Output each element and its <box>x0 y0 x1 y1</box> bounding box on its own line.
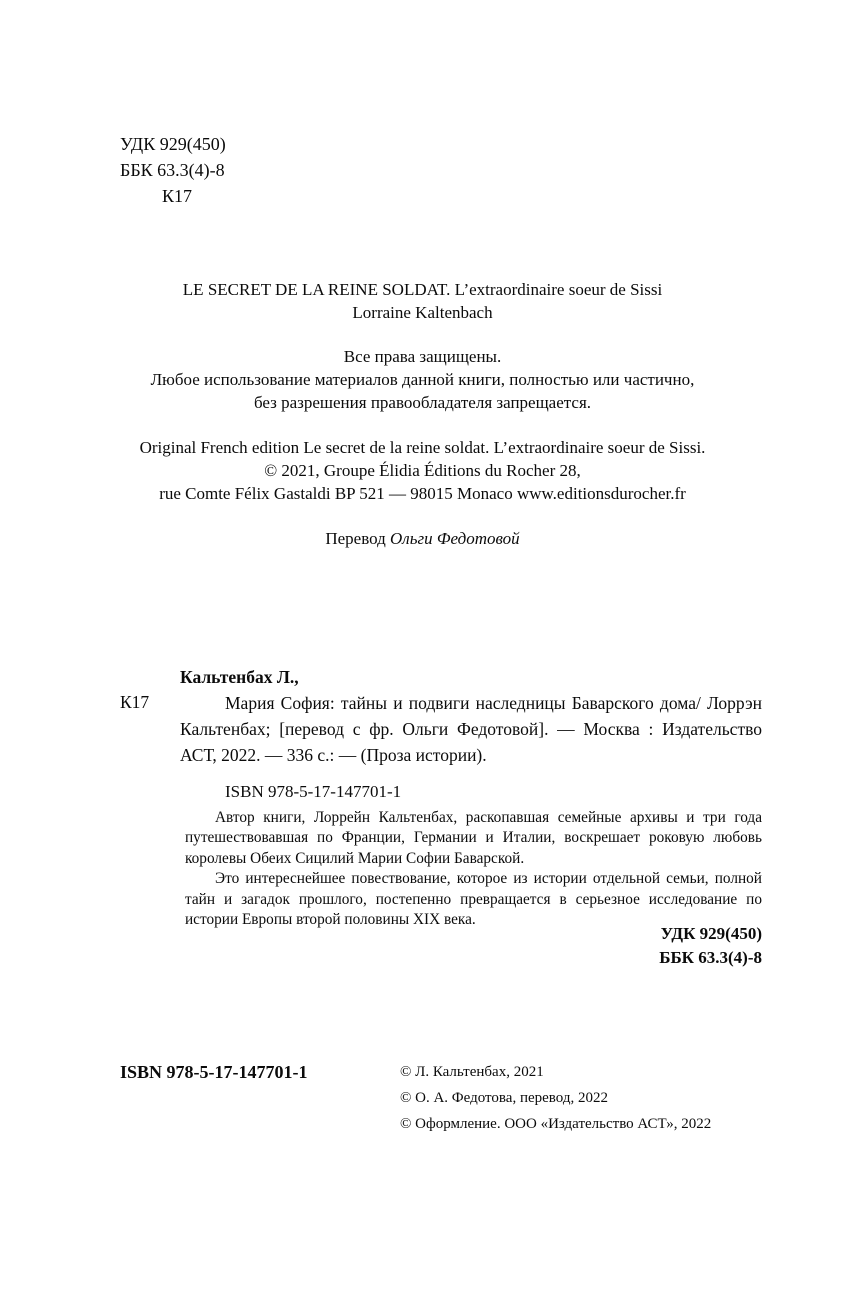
copyright-line: © Оформление. ООО «Издательство АСТ», 2022 <box>400 1115 712 1132</box>
edition-line: Original French edition Le secret de la reine soldat. L’extraordinaire soeur de Sissi. <box>139 438 706 457</box>
translation-credit <box>0 527 845 550</box>
author-index-code: К17 <box>162 186 193 206</box>
rights-notice <box>0 345 845 414</box>
footer-copyrights <box>400 1060 711 1137</box>
footer-isbn: ISBN 978-5-17-147701-1 <box>120 1062 308 1082</box>
annotation-paragraph: Автор книги, Лоррейн Кальтенбах, раскопавшая семейные архивы и три года путешествовавшая по Франции, Германии и Италии, воскрешает роковую любовь королевы Обеих Сицилий Марии Софии Баварской. <box>185 809 762 867</box>
edition-line: © 2021, Groupe Élidia Éditions du Rocher 28, <box>264 461 581 480</box>
translation-label: Перевод <box>325 529 391 548</box>
card-bbk-code: ББК 63.3(4)-8 <box>659 948 762 967</box>
bbk-code: ББК 63.3(4)-8 <box>120 160 225 180</box>
classification-codes <box>120 131 226 209</box>
card-annotation <box>185 808 762 930</box>
rights-line: Любое использование материалов данной книги, полностью или частично, <box>150 370 695 389</box>
copyright-line: © Л. Кальтенбах, 2021 <box>400 1064 544 1080</box>
original-author: Lorraine Kaltenbach <box>352 303 493 322</box>
card-author-heading: Кальтенбах Л., <box>180 667 299 687</box>
card-udk-code: УДК 929(450) <box>660 924 762 943</box>
card-bibliographic-description: Мария София: тайны и подвиги наследницы Баварского дома/ Лоррэн Кальтенбах; [перевод с фр. Ольги Федотовой]. — Москва : Издательство АСТ, 2022. — 336 с.: — (Проза истории). <box>180 693 762 765</box>
original-edition-info <box>0 436 845 505</box>
translator-name: Ольги Федотовой <box>390 529 520 548</box>
copyright-line: © О. А. Федотова, перевод, 2022 <box>400 1089 608 1106</box>
rights-line: без разрешения правообладателя запрещается. <box>253 393 592 412</box>
rights-line: Все права защищены. <box>343 347 502 366</box>
card-isbn: ISBN 978-5-17-147701-1 <box>225 782 402 801</box>
udk-code: УДК 929(450) <box>120 134 226 154</box>
card-author-index: К17 <box>120 692 150 712</box>
card-classification-codes <box>180 922 762 970</box>
original-title-block <box>0 278 845 324</box>
annotation-paragraph: Это интереснейшее повествование, которое из истории отдельной семьи, полной тайн и загадок прошлого, постепенно превращается в серьезное исследование по истории Европы второй половины XIX века. <box>185 870 762 929</box>
original-title: LE SECRET DE LA REINE SOLDAT. L’extraordinaire soeur de Sissi <box>182 280 663 299</box>
edition-line: rue Comte Félix Gastaldi BP 521 — 98015 Monaco www.editionsdurocher.fr <box>159 484 686 503</box>
